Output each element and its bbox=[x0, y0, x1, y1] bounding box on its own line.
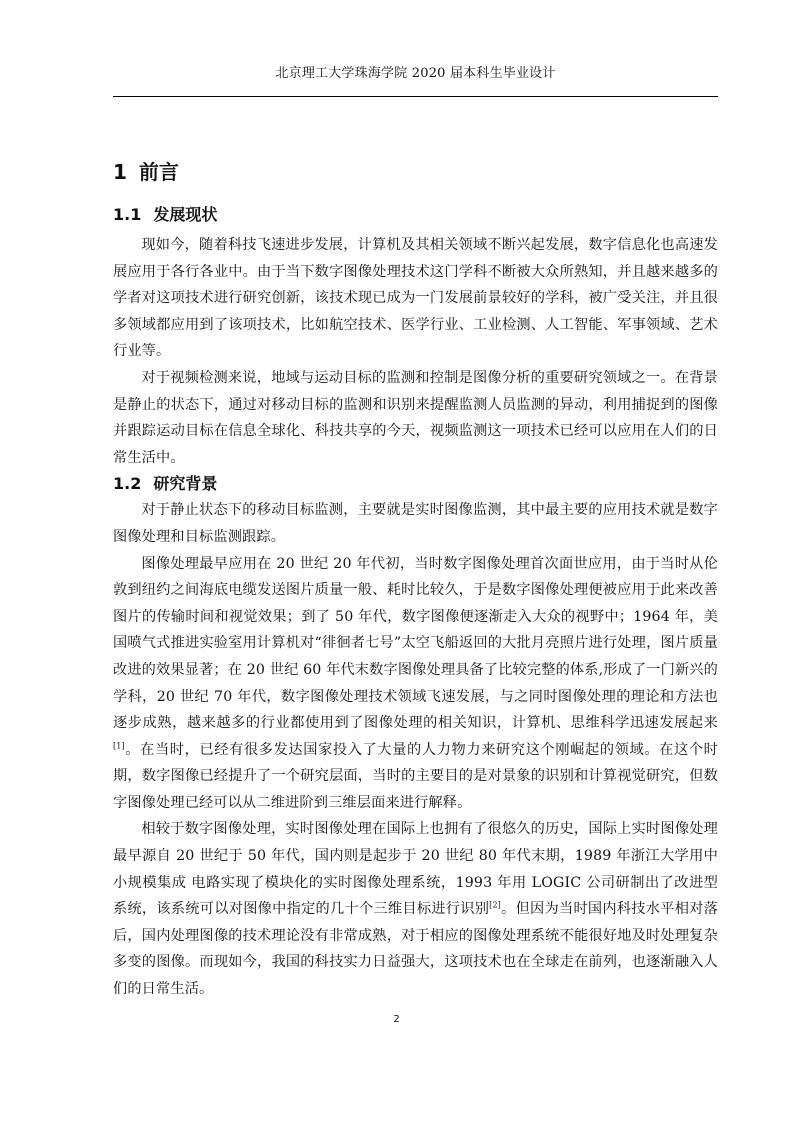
paragraph-text: 。在当时，已经有很多发达国家投入了大量的人力物力来研究这个刚崛起的领域。在这个时期，数字图像已经提升了一个研究层面，当时的主要目的是对景象的识别和计算视觉研究，但数字图像处理已经可以从二维进阶到三维层面来进行解释。 bbox=[113, 741, 718, 811]
chapter-heading bbox=[113, 158, 718, 186]
citation-ref: [1] bbox=[113, 740, 125, 750]
header-title: 北京理工大学珠海学院 2020 届本科生毕业设计 bbox=[275, 66, 556, 81]
paragraph: 对于视频检测来说，地域与运动目标的监测和控制是图像分析的重要研究领域之一。在背景是静止的状态下，通过对移动目标的监测和识别来提醒监测人员监测的异动，利用捕捉到的图像并跟踪运动目标在信息全球化、科技共享的今天，视频监测这一项技术已经可以应用在人们的日常生活中。 bbox=[113, 369, 718, 466]
paragraph: 现如今，随着科技飞速进步发展，计算机及其相关领域不断兴起发展，数字信息化也高速发展应用于各行各业中。由于当下数字图像处理技术这门学科不断被大众所熟知，并且越来越多的学者对这项技术进行研究创新，该技术现已成为一门发展前景较好的学科，被广受关注，并且很多领域都应用到了该项技术，比如航空技术、医学行业、工业检测、人工智能、军事领域、艺术行业等。 bbox=[113, 237, 718, 360]
paragraph-text: 相较于数字图像处理，实时图像处理在国际上也拥有了很悠久的历史，国际上实时图像处理最早源自 20 世纪于 50 年代，国内则是起步于 20 世纪 80 年代末期，1989 年浙江大学用中小规模集成 电路实现了模块化的实时图像处理系统，1993 年用 LOGIC 公司研制出了改进型系统，该系统可以对图像中指定的几十个三维目标进行识别 bbox=[113, 821, 718, 918]
section-number: 1.2 bbox=[113, 474, 142, 494]
chapter-number: 1 bbox=[113, 160, 127, 184]
paragraph-text: 。但因为当时国内科技水平相对落后，国内处理图像的技术理论没有非常成熟，对于相应的图像处理系统不能很好地及时处理复杂多变的图像。而现如今，我国的科技实力日益强大，这项技术也在全球走在前列，也逐渐融入人们的日常生活。 bbox=[113, 901, 718, 998]
paragraph bbox=[113, 551, 718, 817]
paragraph-text: 图像处理最早应用在 20 世纪 20 年代初，当时数字图像处理首次面世应用，由于当时从伦敦到纽约之间海底电缆发送图片质量一般、耗时比较久，于是数字图像处理便被应用于此来改善图片的传输时间和视觉效果；到了 50 年代，数字图像便逐渐走入大众的视野中；1964 年，美国喷气式推进实验室用计算机对“徘徊者七号”太空飞船返回的大批月亮照片进行处理，图片质量改进的效果显著；在 20 世纪 60 年代末数字图像处理具备了比较完整的体系,形成了一门新兴的学科，20 世纪 70 年代，数字图像处理技术领域飞速发展，与之同时图像处理的理论和方法也逐步成熟，越来越多的行业都使用到了图像处理的相关知识，计算机、思维科学迅速发展起来 bbox=[113, 555, 718, 732]
section-heading-1-1 bbox=[113, 202, 718, 228]
page-header bbox=[113, 62, 718, 81]
citation-ref: [2] bbox=[489, 900, 501, 910]
section-title: 发展现状 bbox=[153, 205, 218, 224]
section-title: 研究背景 bbox=[153, 474, 218, 494]
header-rule bbox=[113, 96, 718, 97]
paragraph: 对于静止状态下的移动目标监测，主要就是实时图像监测，其中最主要的应用技术就是数字图像处理和目标监测跟踪。 bbox=[113, 502, 718, 545]
document-body bbox=[113, 158, 718, 1003]
section-number: 1.1 bbox=[113, 205, 142, 224]
section-heading-1-2 bbox=[113, 471, 718, 497]
page-number: 2 bbox=[393, 1014, 400, 1025]
paragraph bbox=[113, 816, 718, 1002]
chapter-title: 前言 bbox=[138, 160, 179, 184]
